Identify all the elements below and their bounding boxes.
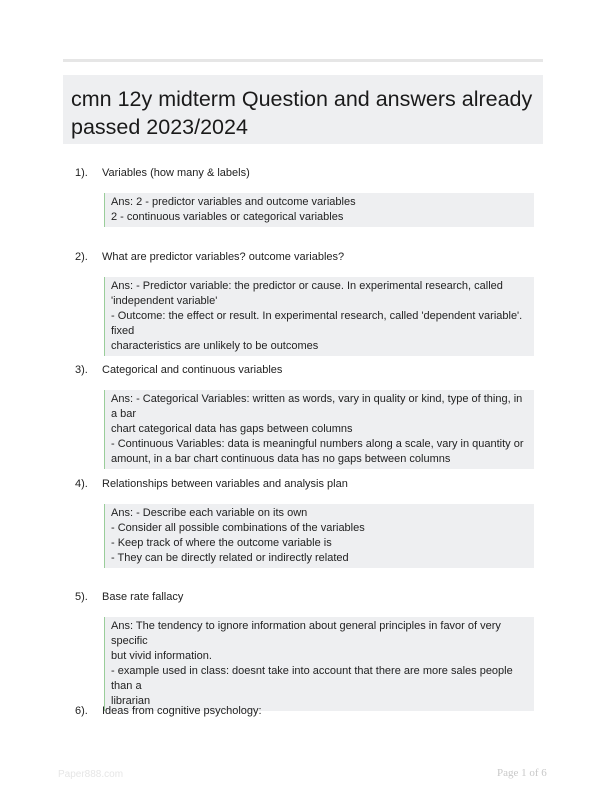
question-number: 6).: [75, 705, 88, 717]
answer-box: [104, 277, 534, 356]
answer-line: Ans: The tendency to ignore information about general principles in favor of very specific: [111, 620, 501, 647]
answer-line: - Continuous Variables: data is meaningful numbers along a scale, vary in quantity or: [111, 438, 524, 450]
answer-line: Ans: - Predictor variable: the predictor or cause. In experimental research, called: [111, 280, 503, 292]
question-text: Variables (how many & labels): [102, 167, 250, 179]
answer-line: amount, in a bar chart continuous data has no gaps between columns: [111, 453, 451, 465]
title-line-2: passed 2023/2024: [71, 115, 248, 139]
question-number: 5).: [75, 591, 88, 603]
top-divider: [63, 59, 543, 62]
answer-line: librarian: [111, 695, 151, 707]
answer-box: [104, 193, 534, 227]
question-text: What are predictor variables? outcome variables?: [102, 251, 345, 263]
answer-line: Ans: - Describe each variable on its own: [111, 507, 308, 519]
question-text: Categorical and continuous variables: [102, 364, 283, 376]
answer-line: 'independent variable': [111, 295, 218, 307]
question-text: Base rate fallacy: [102, 591, 184, 603]
answer-box: [104, 390, 534, 469]
answer-line: Ans: 2 - predictor variables and outcome variables: [111, 196, 356, 208]
answer-line: Ans: - Categorical Variables: written as words, vary in quality or kind, type of thing, in a bar: [111, 393, 523, 420]
question-number: 2).: [75, 251, 88, 263]
answer-line: - example used in class: doesnt take into account that there are more sales people than a: [111, 665, 513, 692]
document-title-box: [63, 75, 543, 144]
title-line-1: cmn 12y midterm Question and answers already: [71, 87, 533, 111]
answer-line: - Outcome: the effect or result. In experimental research, called 'dependent variable'. fixed: [111, 310, 523, 337]
answer-line: - Keep track of where the outcome variable is: [111, 537, 332, 549]
question-text: Relationships between variables and analysis plan: [102, 478, 348, 490]
question-text: Ideas from cognitive psychology:: [102, 705, 262, 717]
answer-line: 2 - continuous variables or categorical variables: [111, 211, 344, 223]
question-number: 3).: [75, 364, 88, 376]
answer-box: [104, 504, 534, 568]
question-number: 1).: [75, 167, 88, 179]
footer-watermark: Paper888.com: [58, 769, 124, 780]
answer-line: - They can be directly related or indirectly related: [111, 552, 349, 564]
answer-line: characteristics are unlikely to be outcomes: [111, 340, 319, 352]
answer-box: [104, 617, 534, 711]
answer-line: but vivid information.: [111, 650, 212, 662]
answer-line: chart categorical data has gaps between columns: [111, 423, 353, 435]
question-number: 4).: [75, 478, 88, 490]
answer-line: - Consider all possible combinations of the variables: [111, 522, 365, 534]
page-number: Page 1 of 6: [497, 767, 547, 779]
document-title: [71, 85, 535, 141]
